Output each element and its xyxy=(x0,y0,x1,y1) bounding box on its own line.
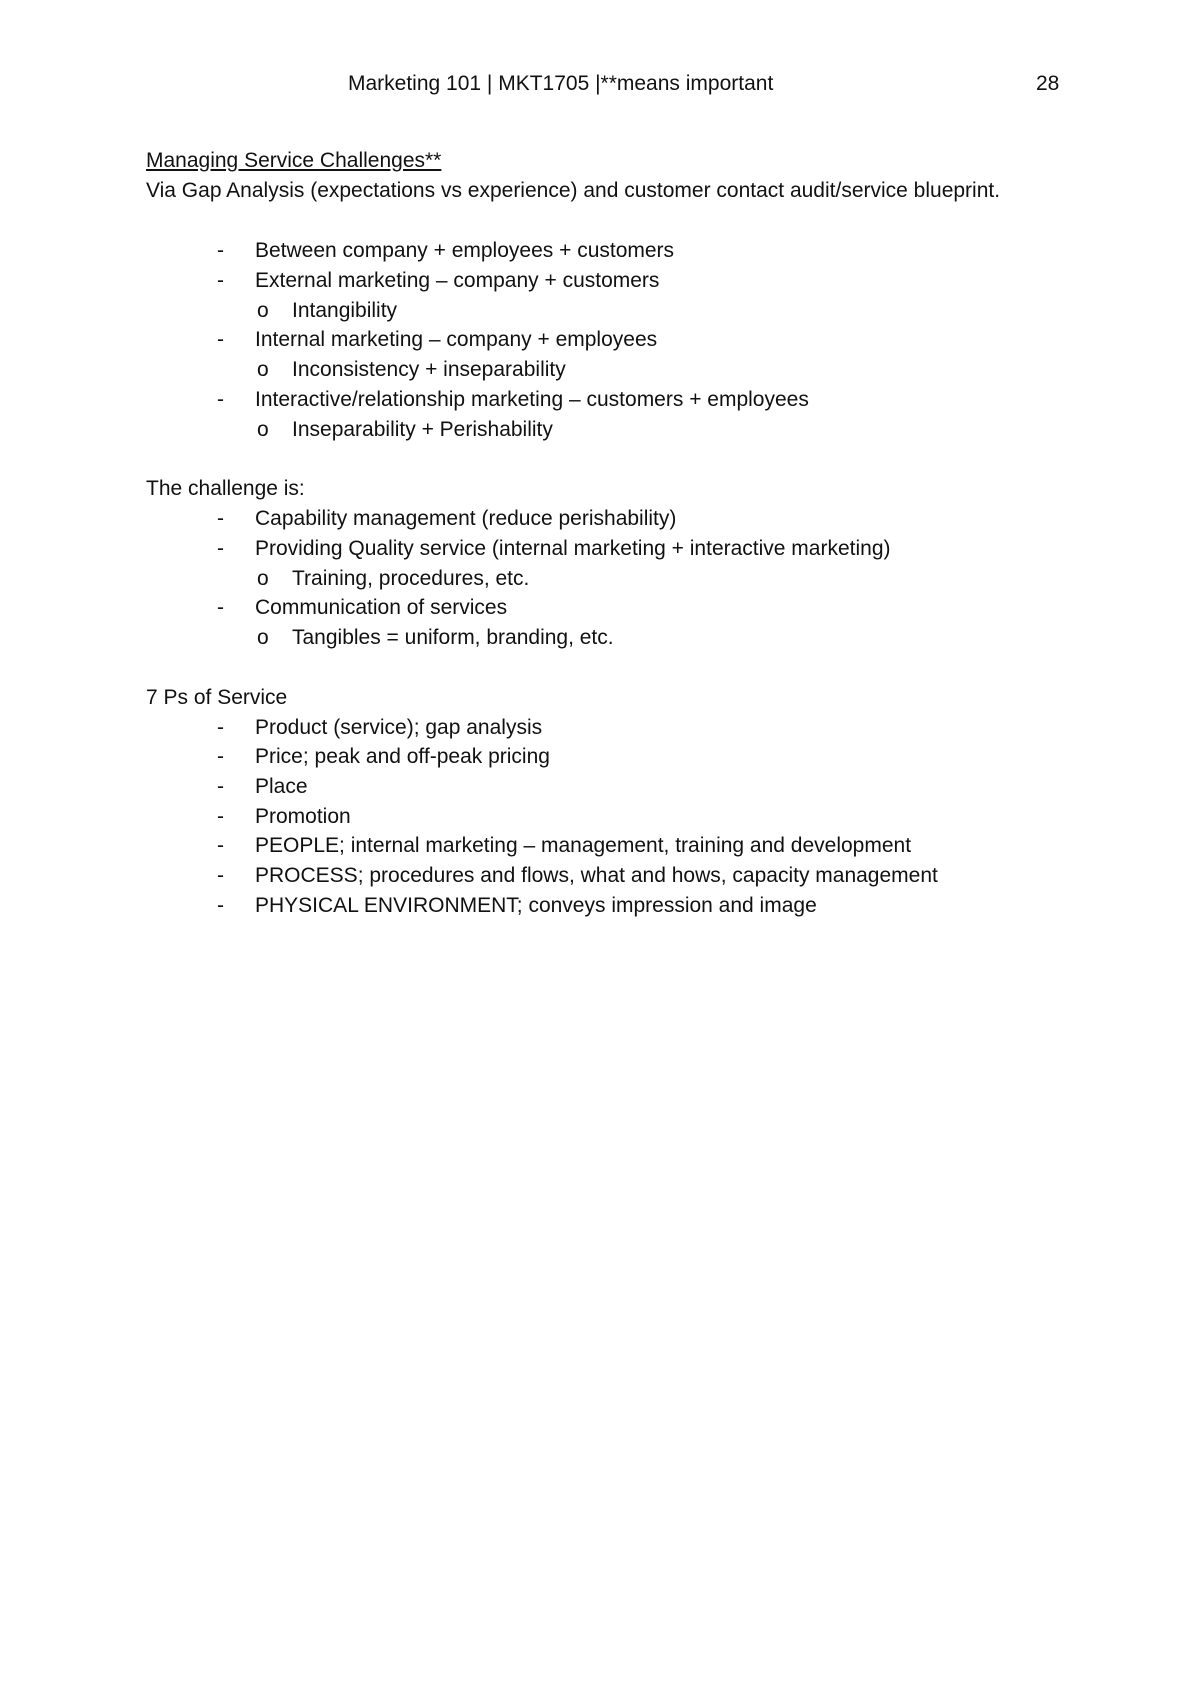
section-intro: Via Gap Analysis (expectations vs experience) and customer contact audit/service blueprint. xyxy=(146,179,1001,202)
list-item-text: External marketing – company + customers xyxy=(255,269,660,292)
header-title: Marketing 101 | MKT1705 |**means important xyxy=(348,72,774,95)
dash-bullet: - xyxy=(217,269,224,292)
sub-list-item-text: Inconsistency + inseparability xyxy=(292,358,566,381)
list-item-text: Product (service); gap analysis xyxy=(255,716,543,739)
circle-bullet: o xyxy=(257,299,269,322)
sub-list-item-text: Inseparability + Perishability xyxy=(292,418,553,441)
list-item-text: Providing Quality service (internal marketing + interactive marketing) xyxy=(255,537,891,560)
dash-bullet: - xyxy=(217,745,224,768)
sub-list-item-text: Tangibles = uniform, branding, etc. xyxy=(292,626,614,649)
list-item-text: PROCESS; procedures and flows, what and hows, capacity management xyxy=(255,864,938,887)
dash-bullet: - xyxy=(217,537,224,560)
list-item-text: Interactive/relationship marketing – customers + employees xyxy=(255,388,809,411)
list-item-text: Price; peak and off-peak pricing xyxy=(255,745,550,768)
dash-bullet: - xyxy=(217,596,224,619)
dash-bullet: - xyxy=(217,775,224,798)
dash-bullet: - xyxy=(217,716,224,739)
section-heading-managing-service-challenges: Managing Service Challenges** xyxy=(146,149,442,172)
section-heading-7ps: 7 Ps of Service xyxy=(146,686,288,709)
list-item-text: PHYSICAL ENVIRONMENT; conveys impression and image xyxy=(255,894,817,917)
circle-bullet: o xyxy=(257,418,269,441)
list-item-text: Capability management (reduce perishability) xyxy=(255,507,677,530)
page-number: 28 xyxy=(1036,72,1060,95)
section-heading-challenge: The challenge is: xyxy=(146,477,305,500)
dash-bullet: - xyxy=(217,328,224,351)
circle-bullet: o xyxy=(257,358,269,381)
list-item-text: Internal marketing – company + employees xyxy=(255,328,658,351)
list-item-text: PEOPLE; internal marketing – management, training and development xyxy=(255,834,912,857)
list-item-text: Between company + employees + customers xyxy=(255,239,675,262)
circle-bullet: o xyxy=(257,626,269,649)
list-item-text: Promotion xyxy=(255,805,351,828)
dash-bullet: - xyxy=(217,805,224,828)
sub-list-item-text: Intangibility xyxy=(292,299,398,322)
dash-bullet: - xyxy=(217,894,224,917)
list-item-text: Communication of services xyxy=(255,596,508,619)
dash-bullet: - xyxy=(217,834,224,857)
circle-bullet: o xyxy=(257,567,269,590)
sub-list-item-text: Training, procedures, etc. xyxy=(292,567,530,590)
list-item-text: Place xyxy=(255,775,308,798)
dash-bullet: - xyxy=(217,864,224,887)
dash-bullet: - xyxy=(217,239,224,262)
dash-bullet: - xyxy=(217,388,224,411)
dash-bullet: - xyxy=(217,507,224,530)
